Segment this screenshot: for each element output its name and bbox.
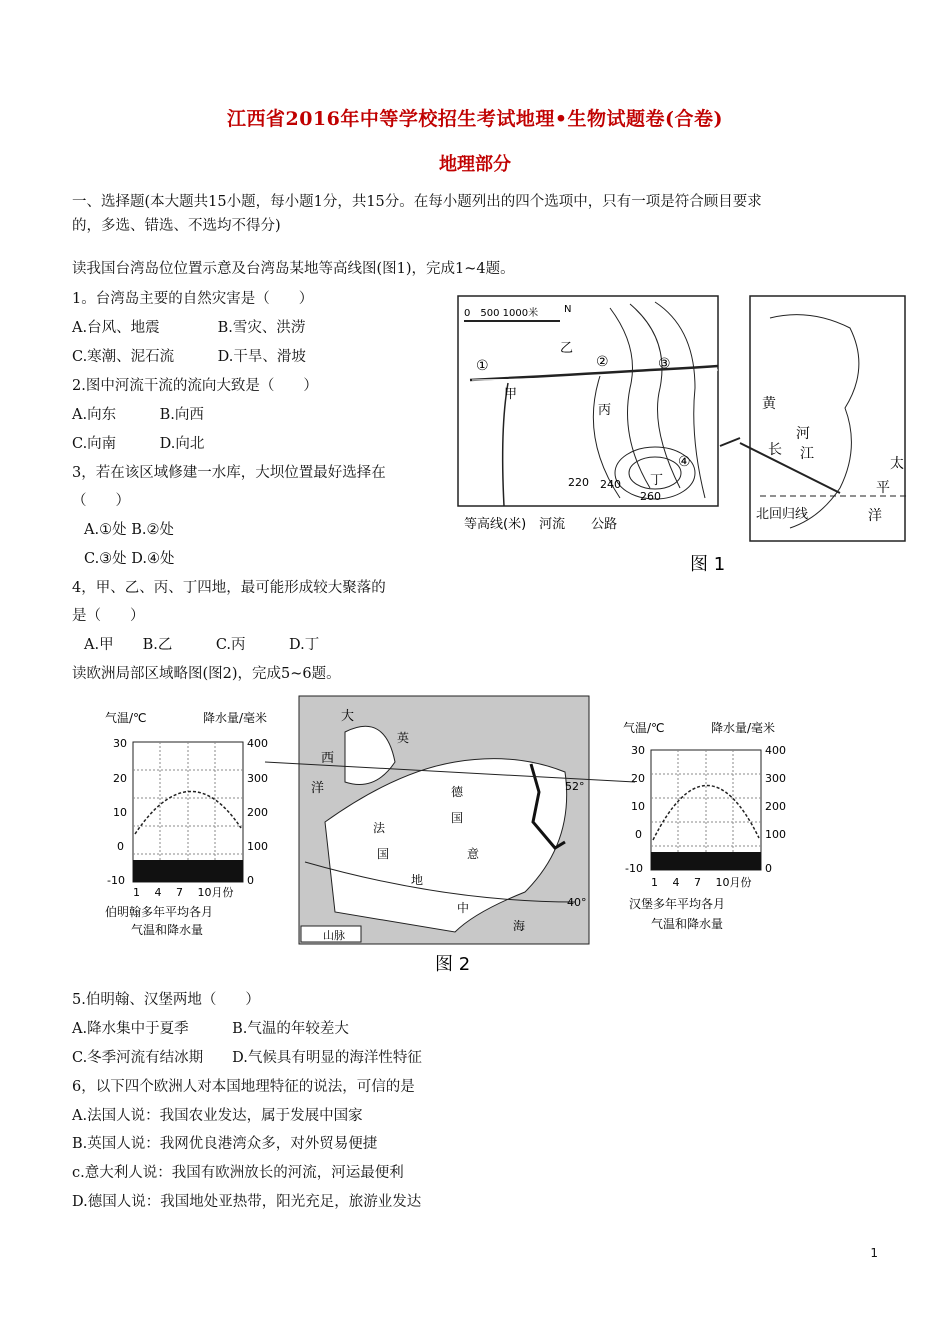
right-caption-2: 气温和降水量	[651, 917, 724, 931]
right-precip-tick-300: 300	[765, 772, 786, 785]
intro-fig2: 读欧洲局部区域略图(图2)，完成5~6题。	[72, 666, 341, 682]
point-4: ④	[678, 454, 691, 470]
right-precip-label: 降水量/毫米	[711, 721, 776, 735]
question-5: 5.伯明翰、汉堡两地（ ）	[72, 992, 260, 1008]
left-temp-tick-neg10: -10	[107, 874, 125, 887]
map-label-guo2: 国	[377, 847, 390, 861]
map-label-yang: 洋	[311, 781, 325, 796]
left-caption-1: 伯明翰多年平均各月	[105, 905, 214, 919]
section-instructions-line1: 一、选择题(本大题共15小题，每小题1分，共15分。在每小题列出的四个选项中，只有一项是符合顾目要求	[72, 194, 762, 210]
right-precip-tick-0: 0	[765, 862, 772, 875]
right-months: 1 4 7 10月份	[651, 876, 752, 889]
question-6-option-a: A.法国人说：我国农业发达，属于发展中国家	[72, 1108, 363, 1124]
left-temp-tick-10: 10	[113, 806, 127, 819]
question-2: 2.图中河流干流的流向大致是（ ）	[72, 378, 318, 394]
left-precip-label: 降水量/毫米	[203, 711, 268, 725]
label-he: 河	[796, 426, 810, 442]
fig1-legend: 等高线(米) 河流 公路	[464, 517, 618, 532]
question-3-line1: 3，若在该区域修建一水库，大坝位置最好选择在	[72, 465, 386, 481]
map-label-ying: 英	[397, 731, 410, 745]
question-6-option-b: B.英国人说：我网优良港湾众多，对外贸易便捷	[72, 1136, 378, 1152]
question-1: 1。台湾岛主要的自然灾害是（ ）	[72, 291, 314, 307]
left-months: 1 4 7 10月份	[133, 886, 234, 899]
point-2: ②	[596, 354, 609, 370]
right-precip-tick-100: 100	[765, 828, 786, 841]
fig1-scale: 0 500 1000米	[464, 308, 539, 319]
map-label-di: 地	[411, 873, 424, 887]
question-6-option-d: D.德国人说：我国地处亚热带，阳光充足，旅游业发达	[72, 1194, 422, 1210]
point-3: ③	[658, 356, 671, 372]
right-temp-tick-10: 10	[631, 800, 645, 813]
contour-260: 260	[640, 490, 661, 503]
label-ping: 平	[876, 480, 890, 496]
page-number: 1	[870, 1246, 878, 1260]
label-tai: 太	[890, 456, 904, 472]
fig2-caption: 图 2	[435, 954, 471, 975]
page-title: 江西省2016年中等学校招生考试地理•生物试题卷(合卷)	[226, 108, 723, 130]
question-1-options-ab: A.台风、地震 B.雪灾、洪涝	[72, 320, 306, 336]
left-precip-tick-100: 100	[247, 840, 268, 853]
question-4-options: A.甲 B.乙 C.丙 D.丁	[84, 637, 320, 653]
right-temp-label: 气温/℃	[623, 721, 665, 735]
label-tropic: 北回归线	[756, 507, 809, 522]
question-5-options-cd: C.冬季河流有结冰期 D.气候具有明显的海洋性特征	[72, 1050, 422, 1066]
left-temp-label: 气温/℃	[105, 711, 147, 725]
label-jiang: 江	[800, 446, 814, 462]
section-subtitle: 地理部分	[439, 154, 511, 175]
question-5-options-ab: A.降水集中于夏季 B.气温的年较差大	[72, 1021, 349, 1037]
question-6: 6，以下四个欧洲人对本国地理特征的说法，可信的是	[72, 1079, 415, 1095]
label-huang: 黄	[762, 396, 776, 412]
right-temp-tick-20: 20	[631, 772, 645, 785]
left-caption-2: 气温和降水量	[131, 923, 204, 937]
question-3-line2: （ ）	[72, 493, 130, 509]
figure-1	[450, 288, 920, 584]
right-temp-tick-neg10: -10	[625, 862, 643, 875]
figure-2	[95, 692, 815, 982]
place-yi: 乙	[560, 341, 574, 356]
right-temp-tick-0: 0	[635, 828, 642, 841]
left-precip-tick-0: 0	[247, 874, 254, 887]
question-4-line1: 4，甲、乙、丙、丁四地，最可能形成较大聚落的	[72, 580, 386, 596]
contour-240: 240	[600, 478, 621, 491]
question-3-options-cd: C.③处 D.④处	[84, 551, 175, 567]
contour-220: 220	[568, 476, 589, 489]
label-yang: 洋	[868, 508, 882, 524]
left-precip-tick-300: 300	[247, 772, 268, 785]
fig1-caption: 图 1	[690, 554, 726, 575]
right-precip-tick-200: 200	[765, 800, 786, 813]
place-jia: 甲	[504, 387, 518, 402]
map-label-zhong: 中	[457, 901, 470, 915]
map-legend-mountain: 山脉	[323, 929, 345, 942]
map-label-hai: 海	[513, 919, 526, 933]
question-1-options-cd: C.寒潮、泥石流 D.干旱、滑坡	[72, 349, 306, 365]
right-temp-tick-30: 30	[631, 744, 645, 757]
map-label-guo1: 国	[451, 811, 464, 825]
left-precip-tick-400: 400	[247, 737, 268, 750]
left-temp-tick-30: 30	[113, 737, 127, 750]
question-4-line2: 是（ ）	[72, 608, 145, 624]
right-precip-tick-400: 400	[765, 744, 786, 757]
lat-40: 40°	[567, 896, 587, 909]
question-2-options-ab: A.向东 B.向西	[72, 407, 204, 423]
north-arrow-icon: N	[564, 304, 572, 315]
question-6-option-c: c.意大利人说：我国有欧洲放长的河流，河运最便利	[72, 1165, 404, 1181]
question-3-options-ab: A.①处 B.②处	[84, 522, 174, 538]
left-temp-tick-0: 0	[117, 840, 124, 853]
map-label-fa: 法	[373, 821, 386, 835]
map-label-yi: 意	[467, 847, 480, 861]
right-caption-1: 汉堡多年平均各月	[629, 897, 726, 911]
point-1: ①	[476, 358, 489, 374]
map-label-de: 德	[451, 785, 464, 799]
intro-fig1: 读我国台湾岛位位置示意及台湾岛某地等高线图(图1)，完成1~4题。	[72, 261, 515, 277]
lat-52: 52°	[565, 780, 585, 793]
map-label-xi: 西	[321, 751, 335, 766]
left-temp-tick-20: 20	[113, 772, 127, 785]
place-ding: 丁	[650, 473, 664, 488]
label-chang: 长	[768, 442, 782, 458]
section-instructions-line2: 的，多选、错选、不选均不得分)	[72, 218, 281, 234]
map-label-da: 大	[341, 709, 355, 724]
question-2-options-cd: C.向南 D.向北	[72, 436, 205, 452]
left-precip-tick-200: 200	[247, 806, 268, 819]
place-bing: 丙	[598, 403, 612, 418]
